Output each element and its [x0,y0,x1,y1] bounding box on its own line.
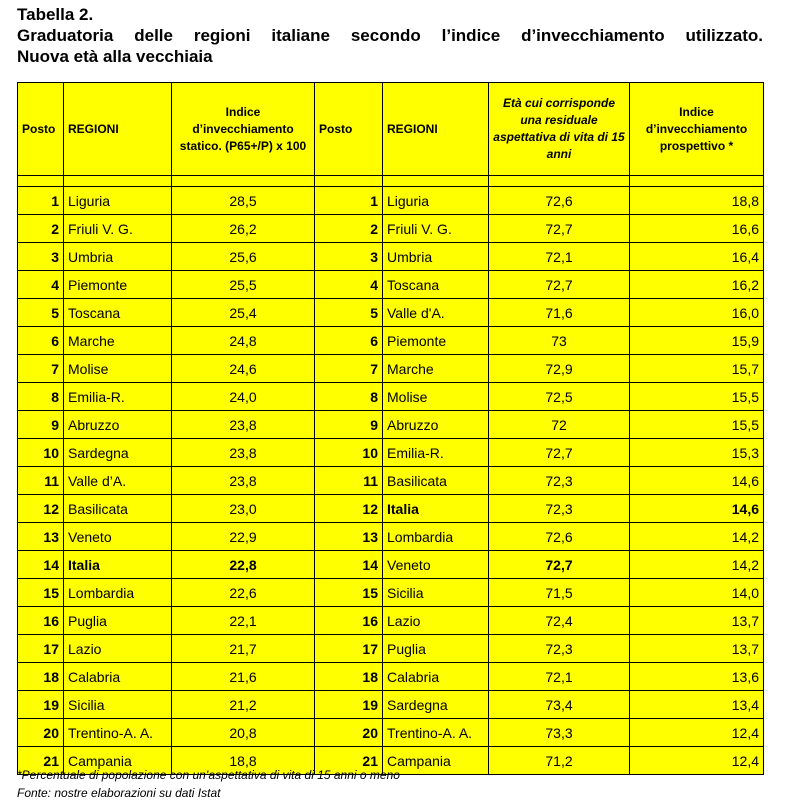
row-region-right: Calabria [383,663,489,691]
table-row [18,243,764,271]
row-eta: 72,3 [489,467,630,495]
header-indice-prospettivo: Indice d’invecchiamento prospettivo * [630,83,764,176]
row-indice-statico: 23,0 [172,495,315,523]
row-region-left: Toscana [64,299,172,327]
row-region-left: Veneto [64,523,172,551]
row-indice-prospettivo: 13,7 [630,635,764,663]
row-rank-left: 5 [18,299,64,327]
row-region-right: Friuli V. G. [383,215,489,243]
row-indice-statico: 22,6 [172,579,315,607]
row-region-left: Basilicata [64,495,172,523]
row-indice-statico: 18,8 [172,747,315,775]
row-indice-prospettivo: 12,4 [630,747,764,775]
row-indice-statico: 25,4 [172,299,315,327]
row-indice-statico: 24,0 [172,383,315,411]
row-region-right: Basilicata [383,467,489,495]
row-indice-prospettivo: 13,4 [630,691,764,719]
row-region-left: Italia [64,551,172,579]
header-indice-statico: Indice d’invecchiamento statico. (P65+/P) x 100 [172,83,315,176]
row-indice-prospettivo: 14,6 [630,467,764,495]
row-rank-left: 14 [18,551,64,579]
row-indice-statico: 23,8 [172,411,315,439]
row-rank-left: 6 [18,327,64,355]
row-region-right: Marche [383,355,489,383]
table-row [18,663,764,691]
row-region-left: Lombardia [64,579,172,607]
row-indice-prospettivo: 13,7 [630,607,764,635]
row-rank-right: 9 [315,411,383,439]
row-rank-left: 20 [18,719,64,747]
table-label: Tabella 2. [17,5,94,24]
row-indice-prospettivo: 15,3 [630,439,764,467]
row-indice-statico: 21,6 [172,663,315,691]
row-rank-left: 1 [18,187,64,215]
row-region-left: Valle d’A. [64,467,172,495]
spacer-row [18,176,764,187]
row-indice-prospettivo: 16,6 [630,215,764,243]
ranking-table [17,82,764,775]
row-region-left: Molise [64,355,172,383]
table-title-line2: Nuova età alla vecchiaia [17,47,213,66]
table-row [18,383,764,411]
row-rank-left: 3 [18,243,64,271]
row-region-right: Trentino-A. A. [383,719,489,747]
row-rank-right: 1 [315,187,383,215]
table-row [18,607,764,635]
row-region-right: Sardegna [383,691,489,719]
row-rank-left: 7 [18,355,64,383]
row-indice-statico: 25,6 [172,243,315,271]
row-indice-statico: 20,8 [172,719,315,747]
header-row [18,83,764,176]
row-eta: 72,1 [489,243,630,271]
row-eta: 72,1 [489,663,630,691]
row-region-left: Emilia-R. [64,383,172,411]
row-region-right: Liguria [383,187,489,215]
table-row [18,299,764,327]
row-eta: 73 [489,327,630,355]
table-row [18,579,764,607]
row-rank-right: 3 [315,243,383,271]
row-indice-statico: 25,5 [172,271,315,299]
table-row [18,467,764,495]
table-row [18,411,764,439]
row-rank-left: 11 [18,467,64,495]
row-indice-prospettivo: 14,2 [630,551,764,579]
header-posto-left: Posto [18,83,64,176]
row-eta: 72,6 [489,187,630,215]
row-region-left: Umbria [64,243,172,271]
row-rank-right: 19 [315,691,383,719]
row-rank-right: 2 [315,215,383,243]
table-row [18,355,764,383]
row-rank-right: 21 [315,747,383,775]
table-row [18,551,764,579]
table-caption [17,4,763,67]
row-rank-left: 4 [18,271,64,299]
row-rank-right: 11 [315,467,383,495]
row-region-left: Puglia [64,607,172,635]
row-region-right: Italia [383,495,489,523]
row-indice-prospettivo: 15,5 [630,411,764,439]
row-region-left: Marche [64,327,172,355]
row-rank-right: 17 [315,635,383,663]
table-row [18,271,764,299]
row-rank-left: 13 [18,523,64,551]
row-indice-statico: 21,7 [172,635,315,663]
row-rank-right: 4 [315,271,383,299]
table-row [18,719,764,747]
row-eta: 72,4 [489,607,630,635]
row-eta: 72,7 [489,215,630,243]
row-rank-left: 19 [18,691,64,719]
row-rank-right: 10 [315,439,383,467]
row-region-left: Campania [64,747,172,775]
row-indice-prospettivo: 13,6 [630,663,764,691]
row-indice-statico: 26,2 [172,215,315,243]
row-eta: 72,7 [489,439,630,467]
row-region-left: Calabria [64,663,172,691]
row-eta: 72,3 [489,635,630,663]
row-region-right: Abruzzo [383,411,489,439]
row-eta: 72,5 [489,383,630,411]
row-indice-prospettivo: 12,4 [630,719,764,747]
row-indice-statico: 23,8 [172,439,315,467]
row-region-right: Lazio [383,607,489,635]
row-rank-right: 20 [315,719,383,747]
row-indice-prospettivo: 15,5 [630,383,764,411]
row-rank-right: 7 [315,355,383,383]
row-indice-statico: 23,8 [172,467,315,495]
row-region-left: Sardegna [64,439,172,467]
row-rank-left: 18 [18,663,64,691]
row-eta: 72,3 [489,495,630,523]
header-regioni-right: REGIONI [383,83,489,176]
row-rank-left: 10 [18,439,64,467]
row-rank-right: 14 [315,551,383,579]
row-indice-statico: 28,5 [172,187,315,215]
row-indice-prospettivo: 14,6 [630,495,764,523]
row-indice-statico: 22,1 [172,607,315,635]
header-eta: Età cui corrisponde una residuale aspettativa di vita di 15 anni [489,83,630,176]
row-region-right: Valle d'A. [383,299,489,327]
row-indice-prospettivo: 14,2 [630,523,764,551]
row-region-left: Piemonte [64,271,172,299]
row-region-right: Veneto [383,551,489,579]
row-rank-left: 16 [18,607,64,635]
row-region-right: Campania [383,747,489,775]
row-rank-left: 17 [18,635,64,663]
row-rank-right: 18 [315,663,383,691]
row-indice-prospettivo: 14,0 [630,579,764,607]
row-eta: 72,7 [489,551,630,579]
table-title-line1: Graduatoria delle regioni italiane secondo l’indice d’invecchiamento utilizzato. [17,26,763,45]
row-indice-statico: 24,8 [172,327,315,355]
table-row [18,187,764,215]
row-indice-statico: 22,8 [172,551,315,579]
row-rank-right: 12 [315,495,383,523]
row-region-left: Lazio [64,635,172,663]
row-rank-right: 5 [315,299,383,327]
row-indice-prospettivo: 15,9 [630,327,764,355]
row-indice-prospettivo: 15,7 [630,355,764,383]
row-eta: 72,9 [489,355,630,383]
row-region-right: Molise [383,383,489,411]
row-region-right: Emilia-R. [383,439,489,467]
row-region-right: Puglia [383,635,489,663]
table-row [18,215,764,243]
row-rank-left: 21 [18,747,64,775]
table-notes [17,766,400,802]
row-rank-left: 2 [18,215,64,243]
row-rank-left: 9 [18,411,64,439]
row-eta: 72,7 [489,271,630,299]
table-row [18,495,764,523]
row-rank-right: 8 [315,383,383,411]
row-region-right: Toscana [383,271,489,299]
row-rank-left: 8 [18,383,64,411]
row-rank-left: 12 [18,495,64,523]
row-indice-prospettivo: 16,4 [630,243,764,271]
row-rank-right: 15 [315,579,383,607]
row-region-left: Trentino-A. A. [64,719,172,747]
row-rank-left: 15 [18,579,64,607]
row-region-right: Lombardia [383,523,489,551]
footnote: *Percentuale di popolazione con un’aspettativa di vita di 15 anni o meno [17,768,400,782]
source-note: Fonte: nostre elaborazioni su dati Istat [17,786,221,800]
row-indice-statico: 24,6 [172,355,315,383]
row-eta: 71,6 [489,299,630,327]
row-indice-prospettivo: 16,2 [630,271,764,299]
row-rank-right: 13 [315,523,383,551]
row-eta: 71,5 [489,579,630,607]
row-eta: 73,4 [489,691,630,719]
table-row [18,523,764,551]
row-eta: 72 [489,411,630,439]
header-regioni-left: REGIONI [64,83,172,176]
table-row [18,691,764,719]
header-posto-right: Posto [315,83,383,176]
row-indice-prospettivo: 18,8 [630,187,764,215]
row-region-left: Friuli V. G. [64,215,172,243]
row-region-left: Abruzzo [64,411,172,439]
row-region-right: Sicilia [383,579,489,607]
row-indice-prospettivo: 16,0 [630,299,764,327]
table-row [18,327,764,355]
row-eta: 73,3 [489,719,630,747]
row-indice-statico: 21,2 [172,691,315,719]
row-region-left: Sicilia [64,691,172,719]
row-eta: 71,2 [489,747,630,775]
row-indice-statico: 22,9 [172,523,315,551]
row-region-left: Liguria [64,187,172,215]
row-rank-right: 16 [315,607,383,635]
row-rank-right: 6 [315,327,383,355]
row-region-right: Umbria [383,243,489,271]
table-row [18,439,764,467]
row-region-right: Piemonte [383,327,489,355]
row-eta: 72,6 [489,523,630,551]
table-row [18,635,764,663]
